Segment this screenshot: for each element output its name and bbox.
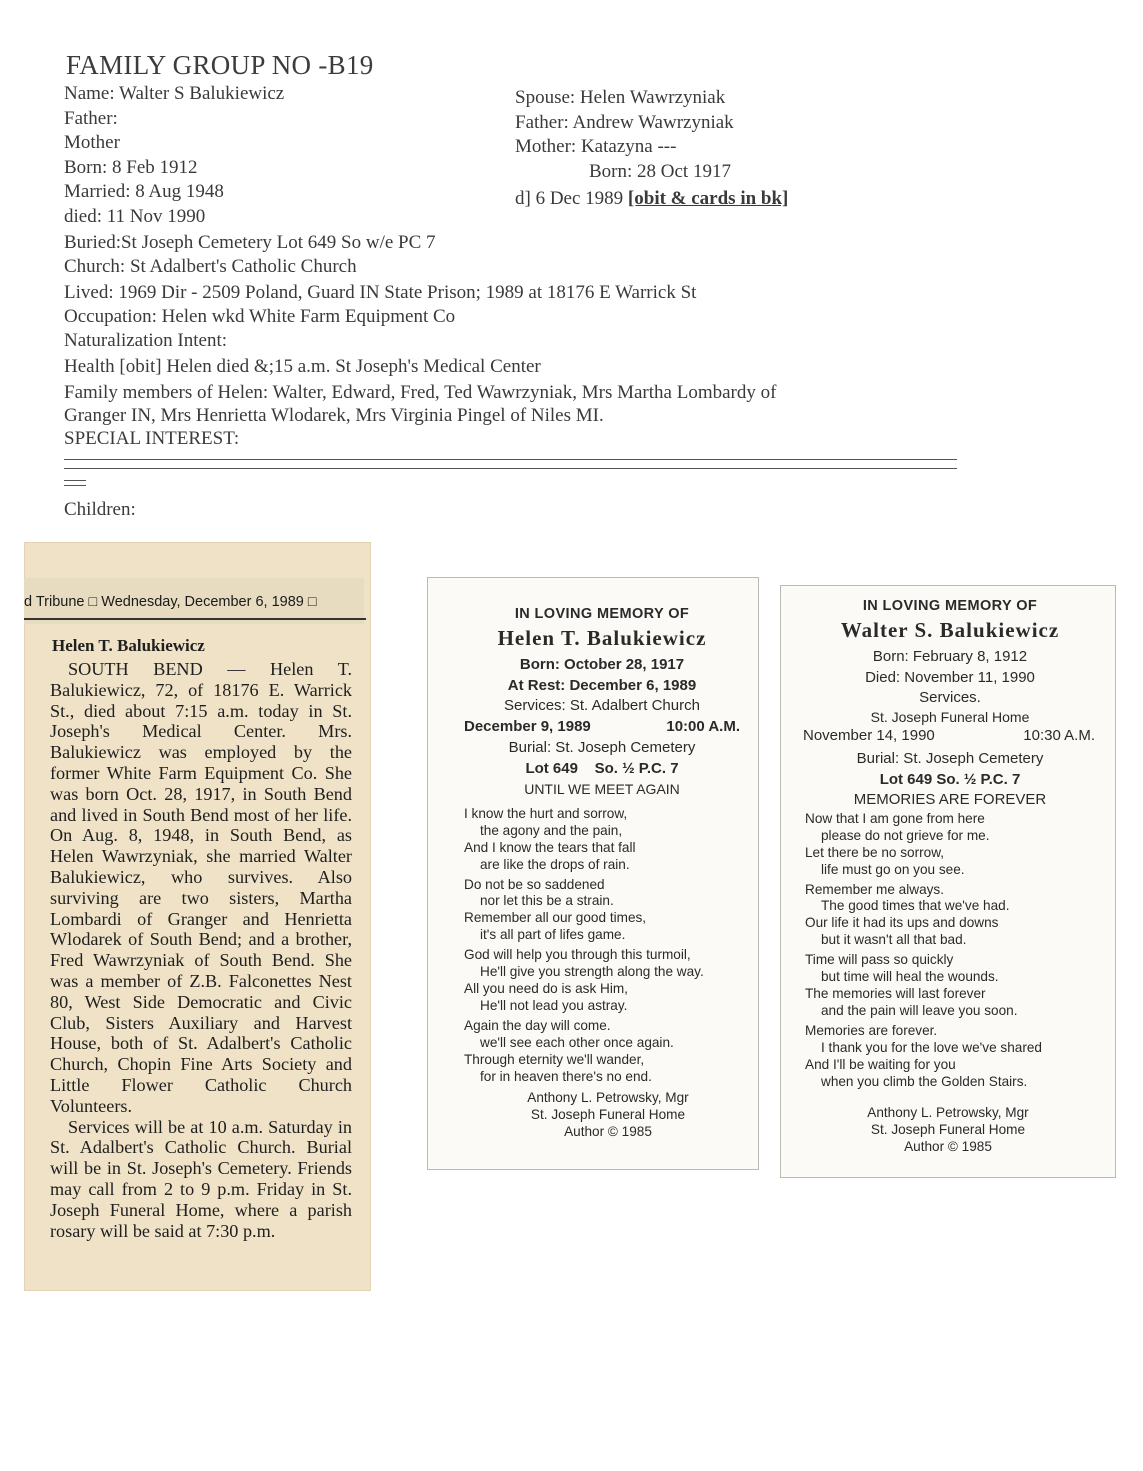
poem-line: Time will pass so quickly [805, 952, 954, 968]
card-service-time: 10:30 A.M. [1023, 727, 1095, 745]
memorial-card-helen [427, 577, 759, 1170]
page-title: FAMILY GROUP NO -B19 [66, 50, 374, 80]
card-services: Services. [919, 689, 981, 707]
health-field: Health [obit] Helen died &;15 a.m. St Joseph's Medical Center [64, 356, 541, 377]
card-signature-home: St. Joseph Funeral Home [870, 1122, 1026, 1138]
obituary-name: Helen T. Balukiewicz [52, 636, 205, 655]
children-label: Children: [64, 499, 136, 520]
poem-line: The memories will last forever [805, 985, 986, 1001]
card-name: Walter S. Balukiewicz [840, 618, 1060, 642]
poem-line: The good times that we've had. [821, 898, 1010, 914]
poem-line: Let there be no sorrow, [805, 844, 945, 860]
family-members-line-1: Family members of Helen: Walter, Edward, Fred, Ted Wawrzyniak, Mrs Martha Lombardy of [64, 382, 777, 403]
card-lot-section: So. ½ P.C. 7 [594, 759, 679, 777]
spouse-died-text: d] 6 Dec 1989 [515, 188, 628, 210]
card-signature-manager: Anthony L. Petrowsky, Mgr [867, 1105, 1029, 1121]
card-service-datetime [803, 726, 1095, 747]
poem-line: I know the hurt and sorrow, [464, 805, 628, 821]
family-members-line-2: Granger IN, Mrs Henrietta Wlodarek, Mrs Virginia Pingel of Niles MI. [64, 405, 604, 426]
occupation-field: Occupation: Helen wkd White Farm Equipment Co [64, 306, 456, 327]
card-heading: IN LOVING MEMORY OF [514, 606, 690, 622]
spouse-born-field: Born: 28 Oct 1917 [589, 160, 731, 182]
poem-line: I thank you for the love we've shared [821, 1039, 1042, 1055]
memorial-card-walter [780, 585, 1116, 1178]
card-signature-home: St. Joseph Funeral Home [530, 1107, 686, 1123]
card-lot: Lot 649 So. ½ P.C. 7 [879, 770, 1021, 788]
poem-line: God will help you through this turmoil, [464, 947, 691, 963]
card-service-date: December 9, 1989 [464, 718, 591, 736]
card-poem [464, 806, 740, 1086]
card-lot-number: Lot 649 [525, 759, 578, 777]
card-motto: MEMORIES ARE FOREVER [853, 791, 1047, 809]
poem-line: it's all part of lifes game. [480, 927, 626, 943]
name-field: Name: Walter S Balukiewicz [64, 83, 285, 104]
card-service-time: 10:00 A.M. [666, 718, 740, 736]
record-right-column [515, 86, 788, 212]
buried-field: Buried:St Joseph Cemetery Lot 649 So w/e PC 7 [64, 232, 436, 253]
poem-line: Memories are forever. [805, 1022, 938, 1038]
died-field: died: 11 Nov 1990 [64, 205, 206, 227]
poem-line: All you need do is ask Him, [464, 980, 628, 996]
card-signature-manager: Anthony L. Petrowsky, Mgr [527, 1090, 689, 1106]
card-heading: IN LOVING MEMORY OF [862, 598, 1038, 614]
card-born: Born: October 28, 1917 [519, 656, 685, 673]
card-burial: Burial: St. Joseph Cemetery [856, 749, 1044, 767]
poem-line: Do not be so saddened [464, 876, 605, 892]
poem-line: He'll give you strength along the way. [480, 964, 704, 980]
card-motto: UNTIL WE MEET AGAIN [524, 781, 680, 798]
spouse-father-field: Father: Andrew Wawrzyniak [515, 111, 734, 133]
poem-line: And I know the tears that fall [464, 839, 636, 855]
lived-field: Lived: 1969 Dir - 2509 Poland, Guard IN State Prison; 1989 at 18176 E Warrick St [64, 282, 697, 303]
card-service-datetime [464, 717, 740, 738]
clipping-header: d Tribune □ Wednesday, December 6, 1989 □ [24, 594, 317, 610]
born-field: Born: 8 Feb 1912 [64, 156, 198, 178]
poem-line: nor let this be a strain. [480, 893, 614, 909]
spouse-mother-field: Mother: Katazyna --- [515, 136, 677, 158]
obit-note: [obit & cards in bk] [627, 188, 789, 210]
married-field: Married: 8 Aug 1948 [64, 181, 224, 203]
poem-line: and the pain will leave you soon. [821, 1002, 1018, 1018]
church-field: Church: St Adalbert's Catholic Church [64, 256, 357, 277]
poem-line: Remember me always. [805, 881, 944, 897]
card-services: Services: St. Adalbert Church [504, 697, 700, 715]
double-rule-divider-short [64, 480, 86, 486]
father-field: Father: [64, 107, 118, 129]
card-signature [428, 1089, 758, 1140]
poem-line: Now that I am gone from here [805, 810, 985, 826]
poem-line: please do not grieve for me. [821, 827, 990, 843]
spouse-died-field [515, 187, 788, 212]
card-funeral-home: St. Joseph Funeral Home [870, 709, 1030, 726]
card-name: Helen T. Balukiewicz [497, 626, 707, 650]
double-rule-divider [64, 459, 957, 469]
card-burial: Burial: St. Joseph Cemetery [508, 738, 696, 756]
poem-line: And I'll be waiting for you [805, 1056, 956, 1072]
poem-line: for in heaven there's no end. [480, 1068, 652, 1084]
record-left-column [64, 82, 284, 230]
card-signature [781, 1104, 1115, 1155]
poem-line: Our life it had its ups and downs [805, 915, 999, 931]
newspaper-clipping [24, 542, 371, 1291]
obituary-paragraph-1: SOUTH BEND — Helen T. Balukiewicz, 72, of 18176 E. Warrick St., died about 7:15 a.m. today in St. Joseph's Medical Center. Mrs. Balukiewicz was employed by the former White Farm Equipment Co. She was born Oct. 28, 1917, in South Bend and lived in South Bend most of her life. On Aug. 8, 1948, in South Bend, as Helen Wawrzyniak, she married Walter Balukiewicz, who survives. Also surviving are two sisters, Martha Lombardi of Granger and Henrietta Wlodarek of South Bend; and a brother, Fred Wawrzyniak of South Bend. She was a member of Z.B. Falconettes Nest 80, West Side Democratic and Civic Club, Sisters Auxiliary and Harvest House, both of St. Adalbert's Catholic Church, Chopin Fine Arts Society and Little Flower Catholic Church Volunteers. [50, 659, 352, 1116]
poem-line: but time will heal the wounds. [821, 969, 999, 985]
spouse-field: Spouse: Helen Wawrzyniak [515, 87, 726, 108]
card-signature-author: Author © 1985 [564, 1124, 652, 1140]
poem-line: are like the drops of rain. [480, 856, 630, 872]
card-poem [805, 811, 1095, 1091]
card-lot [464, 759, 740, 780]
clipping-rule [24, 618, 366, 620]
poem-line: the agony and the pain, [480, 822, 623, 838]
obituary-paragraph-2: Services will be at 10 a.m. Saturday in St. Adalbert's Catholic Church. Burial will be in St. Joseph's Cemetery. Friends may call from 2 to 9 p.m. Friday in St. Joseph Funeral Home, where a parish rosary will be said at 7:30 p.m. [50, 1116, 352, 1241]
naturalization-field: Naturalization Intent: [64, 330, 228, 351]
special-interest-field: SPECIAL INTEREST: [64, 428, 240, 449]
card-died: Died: November 11, 1990 [865, 668, 1035, 686]
card-at-rest: At Rest: December 6, 1989 [507, 676, 697, 694]
poem-line: we'll see each other once again. [480, 1034, 674, 1050]
card-service-date: November 14, 1990 [803, 727, 935, 745]
card-signature-author: Author © 1985 [904, 1139, 992, 1155]
card-born: Born: February 8, 1912 [872, 648, 1028, 665]
poem-line: Again the day will come. [464, 1017, 611, 1033]
poem-line: but it wasn't all that bad. [821, 932, 967, 948]
poem-line: He'll not lead you astray. [480, 997, 628, 1013]
poem-line: life must go on you see. [821, 861, 965, 877]
obituary-body [50, 659, 352, 1241]
mother-field: Mother [64, 132, 120, 154]
poem-line: when you climb the Golden Stairs. [821, 1073, 1028, 1089]
poem-line: Through eternity we'll wander, [464, 1051, 645, 1067]
poem-line: Remember all our good times, [464, 910, 647, 926]
